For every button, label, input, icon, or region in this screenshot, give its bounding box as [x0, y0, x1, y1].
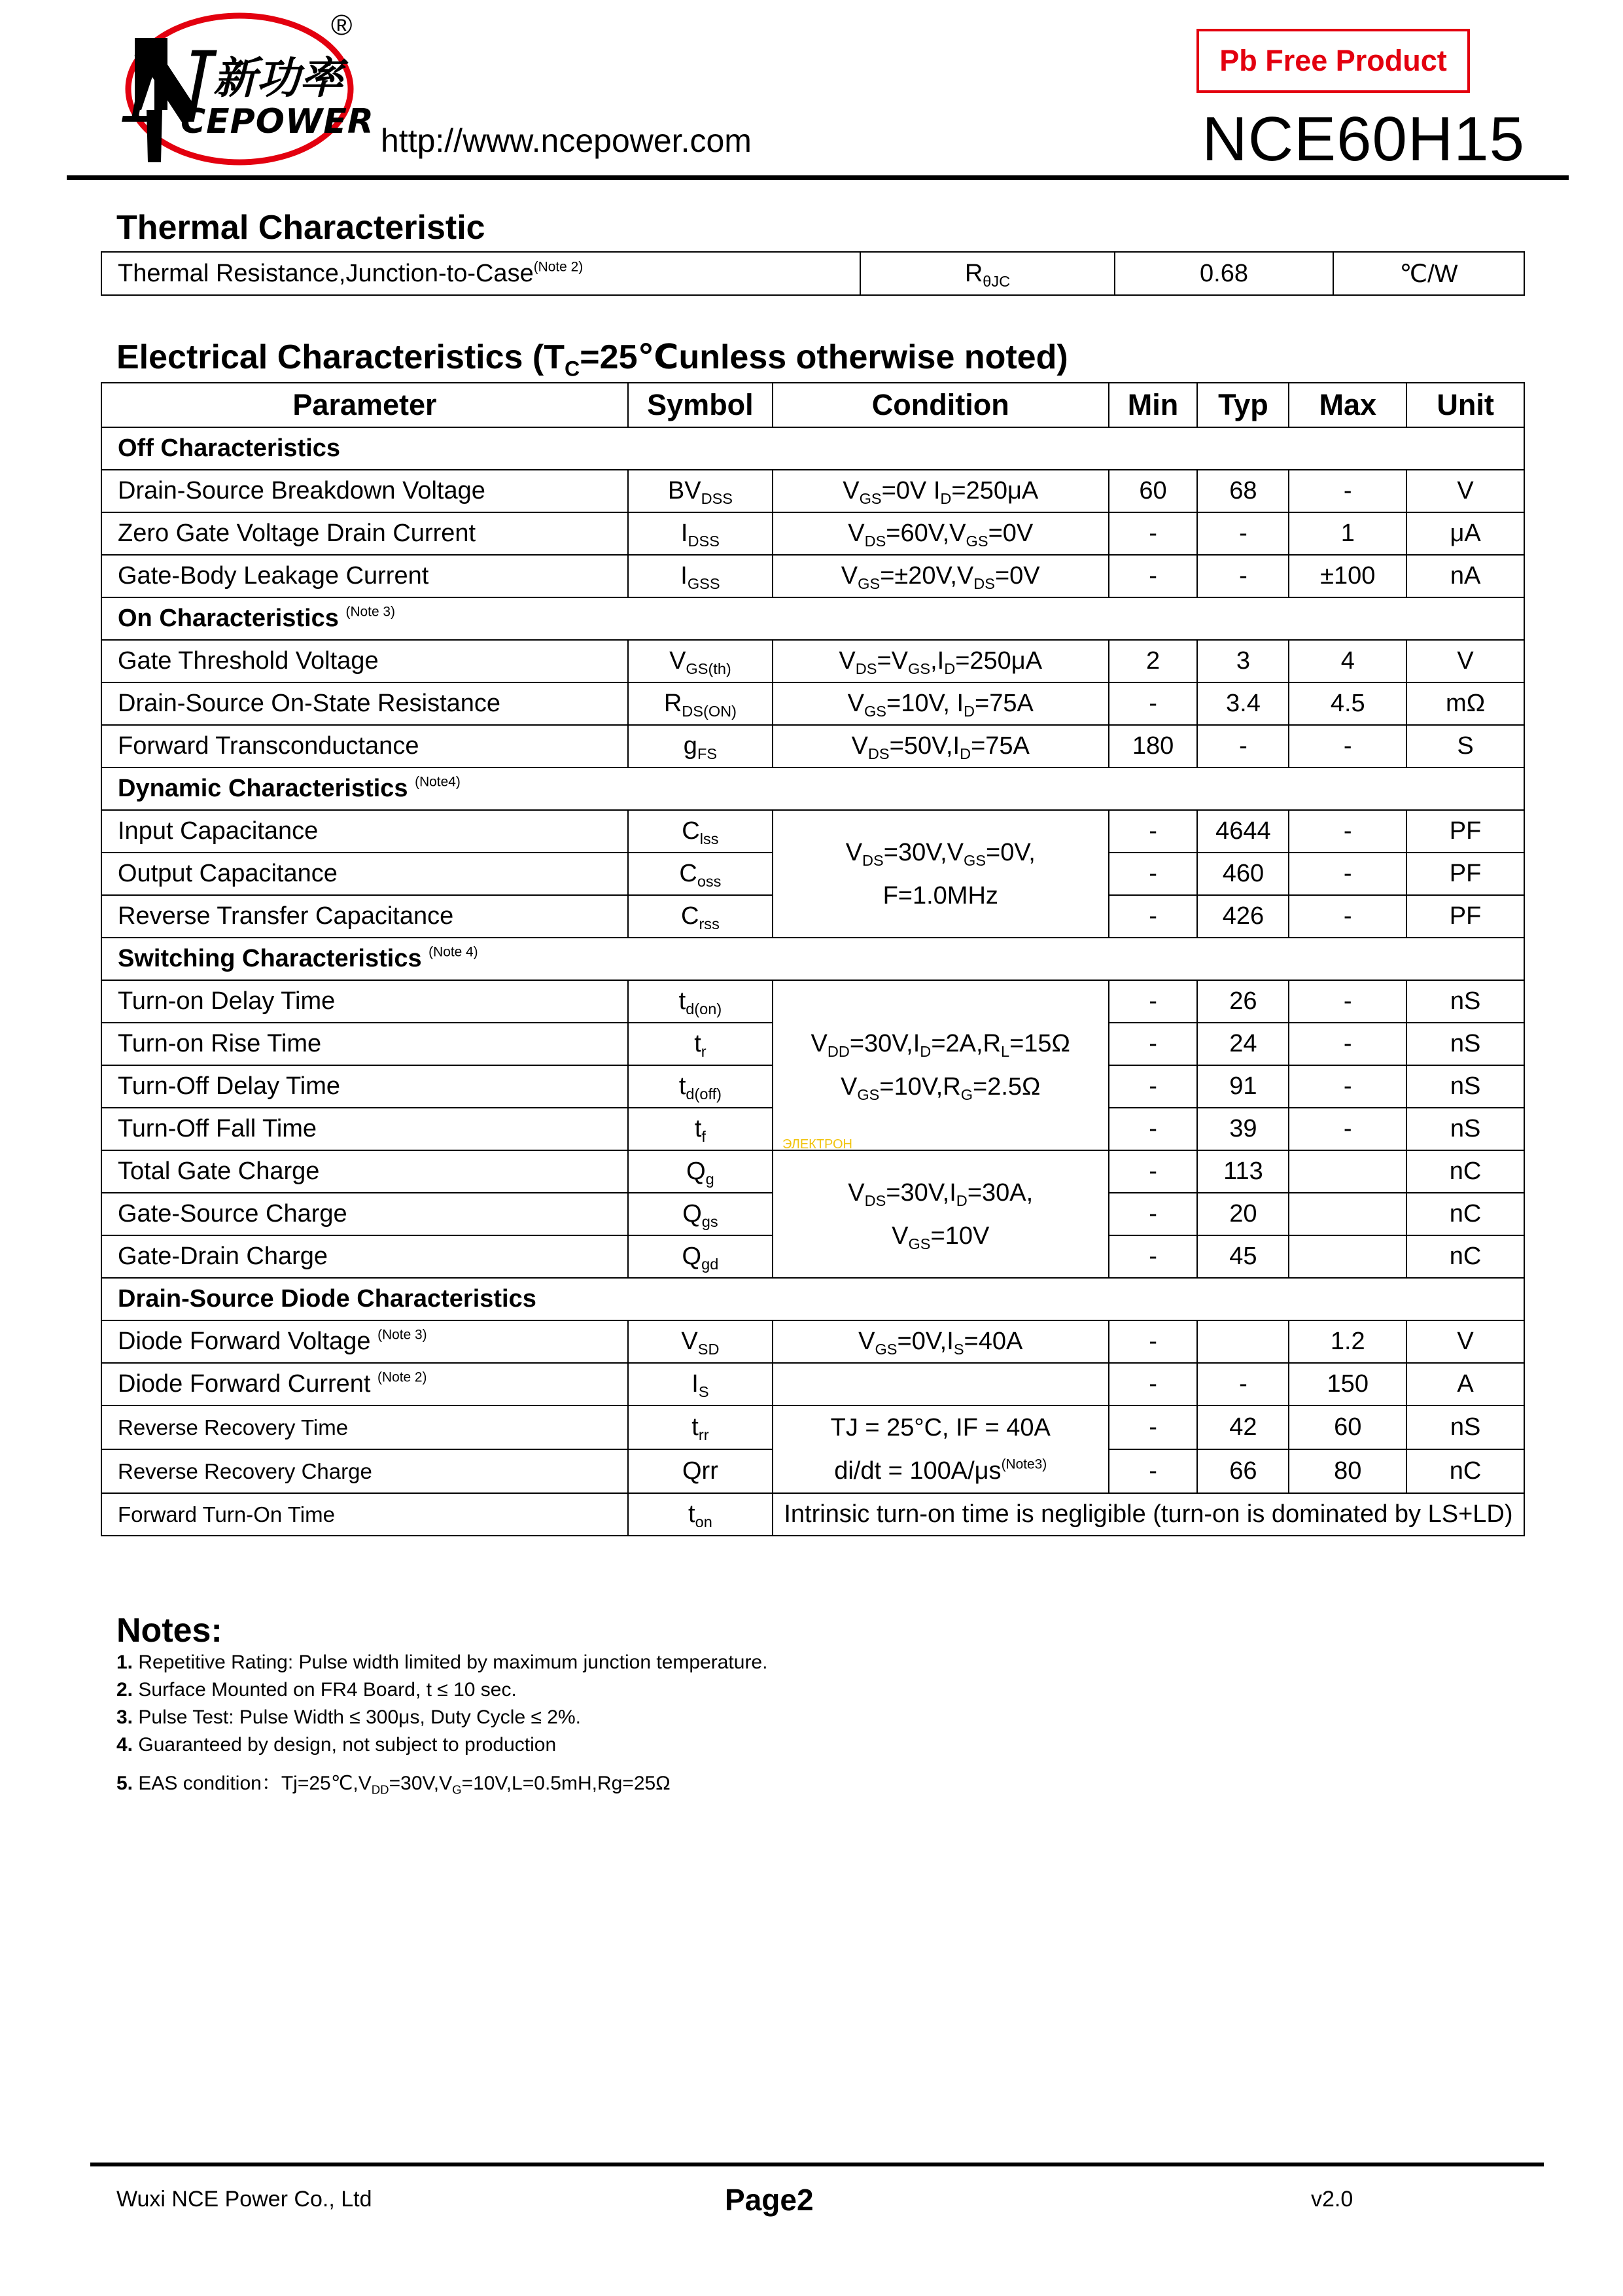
param-cell: Diode Forward Current $^{(Note 2)}$ [101, 1363, 628, 1405]
unit-cell: nS [1406, 1023, 1524, 1065]
min-cell: 60 [1109, 470, 1198, 512]
unit-cell: nS [1406, 1065, 1524, 1108]
min-cell: 180 [1109, 725, 1198, 768]
unit-cell: PF [1406, 810, 1524, 853]
max-cell: - [1289, 725, 1406, 768]
table-row [101, 252, 1524, 295]
unit-cell: nS [1406, 1405, 1524, 1449]
table-row [101, 1150, 1524, 1193]
param-cell: Gate-Source Charge [101, 1193, 628, 1235]
symbol-cell: $V_{GS(th)}$ [628, 640, 773, 682]
section-row [101, 427, 1524, 470]
ton-description: Intrinsic turn-on time is negligible (turn-on is dominated by LS+LD) [773, 1493, 1524, 1536]
min-cell: - [1109, 1405, 1198, 1449]
max-cell [1289, 1235, 1406, 1278]
min-cell: - [1109, 1363, 1198, 1405]
symbol-cell: $t_{d(off)}$ [628, 1065, 773, 1108]
max-cell: - [1289, 810, 1406, 853]
table-row [101, 512, 1524, 555]
footer-company: Wuxi NCE Power Co., Ltd [116, 2187, 372, 2212]
note-item: 1. Repetitive Rating: Pulse width limited by maximum junction temperature. [116, 1651, 768, 1673]
symbol-cell: $t_{on}$ [628, 1493, 773, 1536]
unit-cell: V [1406, 640, 1524, 682]
param-cell: Zero Gate Voltage Drain Current [101, 512, 628, 555]
col-header-condition: Condition [773, 383, 1109, 427]
table-row [101, 640, 1524, 682]
unit-cell: V [1406, 1320, 1524, 1363]
electrical-title: Electrical Characteristics ($T_C=25℃unless$ otherwise noted) [116, 338, 1068, 381]
condition-cell: $V_{DS}=V_{GS},I_D=250\mu A$ [773, 640, 1109, 682]
typ-cell: 39 [1197, 1108, 1289, 1150]
param-cell: Turn-Off Delay Time [101, 1065, 628, 1108]
unit-cell: nC [1406, 1150, 1524, 1193]
param-cell: Reverse Recovery Time [101, 1405, 628, 1449]
symbol-cell: $Q_{gs}$ [628, 1193, 773, 1235]
min-cell: - [1109, 1193, 1198, 1235]
unit-cell: PF [1406, 853, 1524, 895]
unit-cell: μA [1406, 512, 1524, 555]
min-cell: - [1109, 895, 1198, 938]
section-on: On Characteristics $^{(Note 3)}$ [101, 597, 1524, 640]
param-cell: Gate-Body Leakage Current [101, 555, 628, 597]
company-logo [115, 9, 374, 175]
section-row [101, 597, 1524, 640]
symbol-cell: $V_{SD}$ [628, 1320, 773, 1363]
condition-cell: $V_{DS}=30V,V_{GS}=0V$, F=1.0MHz [773, 810, 1109, 938]
table-row [101, 555, 1524, 597]
registered-mark: ® [331, 9, 353, 41]
max-cell: - [1289, 470, 1406, 512]
table-row [101, 1363, 1524, 1405]
condition-cell: $V_{GS}=0V$ $I_D=250\mu A$ [773, 470, 1109, 512]
symbol-cell: $t_f$ [628, 1108, 773, 1150]
min-cell: - [1109, 1235, 1198, 1278]
max-cell: - [1289, 895, 1406, 938]
max-cell: 1.2 [1289, 1320, 1406, 1363]
typ-cell: - [1197, 1363, 1289, 1405]
max-cell [1289, 1193, 1406, 1235]
condition-cell: $V_{DD}=30V,I_D=2A,R_L=15\Omega$ $V_{GS}=10V,R_G=2.5\Omega$ [773, 980, 1109, 1150]
table-row [101, 810, 1524, 853]
param-cell: Reverse Transfer Capacitance [101, 895, 628, 938]
thermal-param: Thermal Resistance,Junction-to-Case$^{(Note 2)}$ [101, 252, 860, 295]
typ-cell: 3 [1197, 640, 1289, 682]
condition-cell: $V_{DS}=50V,I_D=75A$ [773, 725, 1109, 768]
unit-cell: nA [1406, 555, 1524, 597]
section-diode: Drain-Source Diode Characteristics [101, 1278, 1524, 1320]
typ-cell: - [1197, 512, 1289, 555]
table-header-row [101, 383, 1524, 427]
param-cell: Gate Threshold Voltage [101, 640, 628, 682]
footer-divider [90, 2163, 1544, 2166]
symbol-cell: $I_{GSS}$ [628, 555, 773, 597]
thermal-table [101, 251, 1525, 296]
condition-cell [773, 1363, 1109, 1405]
col-header-parameter: Parameter [101, 383, 628, 427]
max-cell: 60 [1289, 1405, 1406, 1449]
min-cell: - [1109, 1449, 1198, 1493]
footer-page-number: Page2 [725, 2183, 814, 2217]
logo-letter: N [124, 30, 215, 145]
max-cell: - [1289, 1065, 1406, 1108]
condition-cell: $V_{DS}=30V,I_D=30A$, $V_{GS}=10V$ [773, 1150, 1109, 1278]
condition-cell: $V_{GS}=0V,I_S=40A$ [773, 1320, 1109, 1363]
watermark: ЭЛЕКТРОН [782, 1137, 852, 1152]
table-row [101, 725, 1524, 768]
max-cell: 4.5 [1289, 682, 1406, 725]
section-off: Off Characteristics [101, 427, 1524, 470]
typ-cell: 42 [1197, 1405, 1289, 1449]
typ-cell: 26 [1197, 980, 1289, 1023]
min-cell: - [1109, 980, 1198, 1023]
unit-cell: PF [1406, 895, 1524, 938]
thermal-title: Thermal Characteristic [116, 209, 485, 247]
table-row [101, 1405, 1524, 1449]
typ-cell: 45 [1197, 1235, 1289, 1278]
thermal-unit: ℃/W [1333, 252, 1524, 295]
table-row [101, 980, 1524, 1023]
typ-cell: 24 [1197, 1023, 1289, 1065]
max-cell: - [1289, 853, 1406, 895]
param-cell: Turn-on Rise Time [101, 1023, 628, 1065]
condition-cell: $V_{GS}=10V$, $I_D=75A$ [773, 682, 1109, 725]
notes-title: Notes: [116, 1612, 222, 1650]
typ-cell: 66 [1197, 1449, 1289, 1493]
typ-cell: 113 [1197, 1150, 1289, 1193]
min-cell: - [1109, 1150, 1198, 1193]
note-item: 5. EAS condition：$Tj=25℃,V_{DD}=30V,V_G=10V,L=0.5mH,Rg=25\Omega$ [116, 1773, 671, 1797]
unit-cell: A [1406, 1363, 1524, 1405]
unit-cell: nS [1406, 980, 1524, 1023]
min-cell: - [1109, 682, 1198, 725]
symbol-cell: $t_{rr}$ [628, 1405, 773, 1449]
typ-cell: 91 [1197, 1065, 1289, 1108]
symbol-cell: $g_{FS}$ [628, 725, 773, 768]
symbol-cell: $Q_{gd}$ [628, 1235, 773, 1278]
col-header-typ: Typ [1197, 383, 1289, 427]
condition-cell: TJ = 25°C, IF = 40A $di/dt = 100A/\mu s^{(Note3)}$ [773, 1405, 1109, 1493]
thermal-symbol: $R_{\theta JC}$ [860, 252, 1115, 295]
param-cell: Forward Transconductance [101, 725, 628, 768]
symbol-cell: $t_r$ [628, 1023, 773, 1065]
symbol-cell: $C_{lss}$ [628, 810, 773, 853]
symbol-cell: Qrr [628, 1449, 773, 1493]
note-item: 2. Surface Mounted on FR4 Board, t ≤ 10 sec. [116, 1679, 517, 1701]
param-cell: Forward Turn-On Time [101, 1493, 628, 1536]
param-cell: Turn-on Delay Time [101, 980, 628, 1023]
section-switching: Switching Characteristics $^{(Note 4)}$ [101, 938, 1524, 980]
unit-cell: nS [1406, 1108, 1524, 1150]
footer-version: v2.0 [1311, 2187, 1353, 2212]
symbol-cell: $t_{d(on)}$ [628, 980, 773, 1023]
typ-cell: 4644 [1197, 810, 1289, 853]
condition-cell: $V_{GS}=\pm 20V,V_{DS}=0V$ [773, 555, 1109, 597]
param-cell: Diode Forward Voltage $^{(Note 3)}$ [101, 1320, 628, 1363]
pb-free-badge: Pb Free Product [1196, 29, 1470, 93]
website-url[interactable]: http://www.ncepower.com [381, 122, 752, 159]
min-cell: - [1109, 1065, 1198, 1108]
symbol-cell: $C_{oss}$ [628, 853, 773, 895]
max-cell: 4 [1289, 640, 1406, 682]
typ-cell: - [1197, 555, 1289, 597]
symbol-cell: $I_S$ [628, 1363, 773, 1405]
max-cell: 150 [1289, 1363, 1406, 1405]
typ-cell: 20 [1197, 1193, 1289, 1235]
table-row [101, 682, 1524, 725]
param-cell: Drain-Source Breakdown Voltage [101, 470, 628, 512]
typ-cell: 68 [1197, 470, 1289, 512]
max-cell: 1 [1289, 512, 1406, 555]
table-row [101, 1320, 1524, 1363]
max-cell: 80 [1289, 1449, 1406, 1493]
table-row [101, 470, 1524, 512]
section-row [101, 768, 1524, 810]
param-cell: Output Capacitance [101, 853, 628, 895]
unit-cell: nC [1406, 1449, 1524, 1493]
header-divider [67, 175, 1569, 180]
col-header-min: Min [1109, 383, 1198, 427]
min-cell: 2 [1109, 640, 1198, 682]
unit-cell: nC [1406, 1193, 1524, 1235]
unit-cell: nC [1406, 1235, 1524, 1278]
param-cell: Gate-Drain Charge [101, 1235, 628, 1278]
param-cell: Reverse Recovery Charge [101, 1449, 628, 1493]
section-row [101, 938, 1524, 980]
typ-cell: 460 [1197, 853, 1289, 895]
symbol-cell: $C_{rss}$ [628, 895, 773, 938]
symbol-cell: $I_{DSS}$ [628, 512, 773, 555]
typ-cell: - [1197, 725, 1289, 768]
min-cell: - [1109, 853, 1198, 895]
min-cell: - [1109, 512, 1198, 555]
unit-cell: S [1406, 725, 1524, 768]
note-item: 3. Pulse Test: Pulse Width ≤ 300μs, Duty Cycle ≤ 2%. [116, 1706, 581, 1728]
symbol-cell: $Q_g$ [628, 1150, 773, 1193]
unit-cell: mΩ [1406, 682, 1524, 725]
max-cell: - [1289, 1023, 1406, 1065]
unit-cell: V [1406, 470, 1524, 512]
max-cell [1289, 1150, 1406, 1193]
typ-cell: 3.4 [1197, 682, 1289, 725]
table-row [101, 1493, 1524, 1536]
typ-cell [1197, 1320, 1289, 1363]
param-cell: Turn-Off Fall Time [101, 1108, 628, 1150]
col-header-max: Max [1289, 383, 1406, 427]
param-cell: Total Gate Charge [101, 1150, 628, 1193]
max-cell: ±100 [1289, 555, 1406, 597]
param-cell: Input Capacitance [101, 810, 628, 853]
part-number: NCE60H15 [1202, 104, 1525, 174]
max-cell: - [1289, 980, 1406, 1023]
section-dynamic: Dynamic Characteristics $^{(Note4)}$ [101, 768, 1524, 810]
col-header-unit: Unit [1406, 383, 1524, 427]
param-cell: Drain-Source On-State Resistance [101, 682, 628, 725]
min-cell: - [1109, 1320, 1198, 1363]
logo-chinese-text: 新功率 [213, 54, 343, 102]
min-cell: - [1109, 555, 1198, 597]
min-cell: - [1109, 810, 1198, 853]
electrical-table [101, 382, 1525, 1536]
min-cell: - [1109, 1108, 1198, 1150]
note-item: 4. Guaranteed by design, not subject to production [116, 1734, 557, 1756]
min-cell: - [1109, 1023, 1198, 1065]
section-row [101, 1278, 1524, 1320]
max-cell: - [1289, 1108, 1406, 1150]
typ-cell: 426 [1197, 895, 1289, 938]
thermal-value: 0.68 [1115, 252, 1333, 295]
symbol-cell: $BV_{DSS}$ [628, 470, 773, 512]
col-header-symbol: Symbol [628, 383, 773, 427]
condition-cell: $V_{DS}=60V,V_{GS}=0V$ [773, 512, 1109, 555]
logo-english-text: CEPOWER [181, 102, 374, 141]
symbol-cell: $R_{DS(ON)}$ [628, 682, 773, 725]
